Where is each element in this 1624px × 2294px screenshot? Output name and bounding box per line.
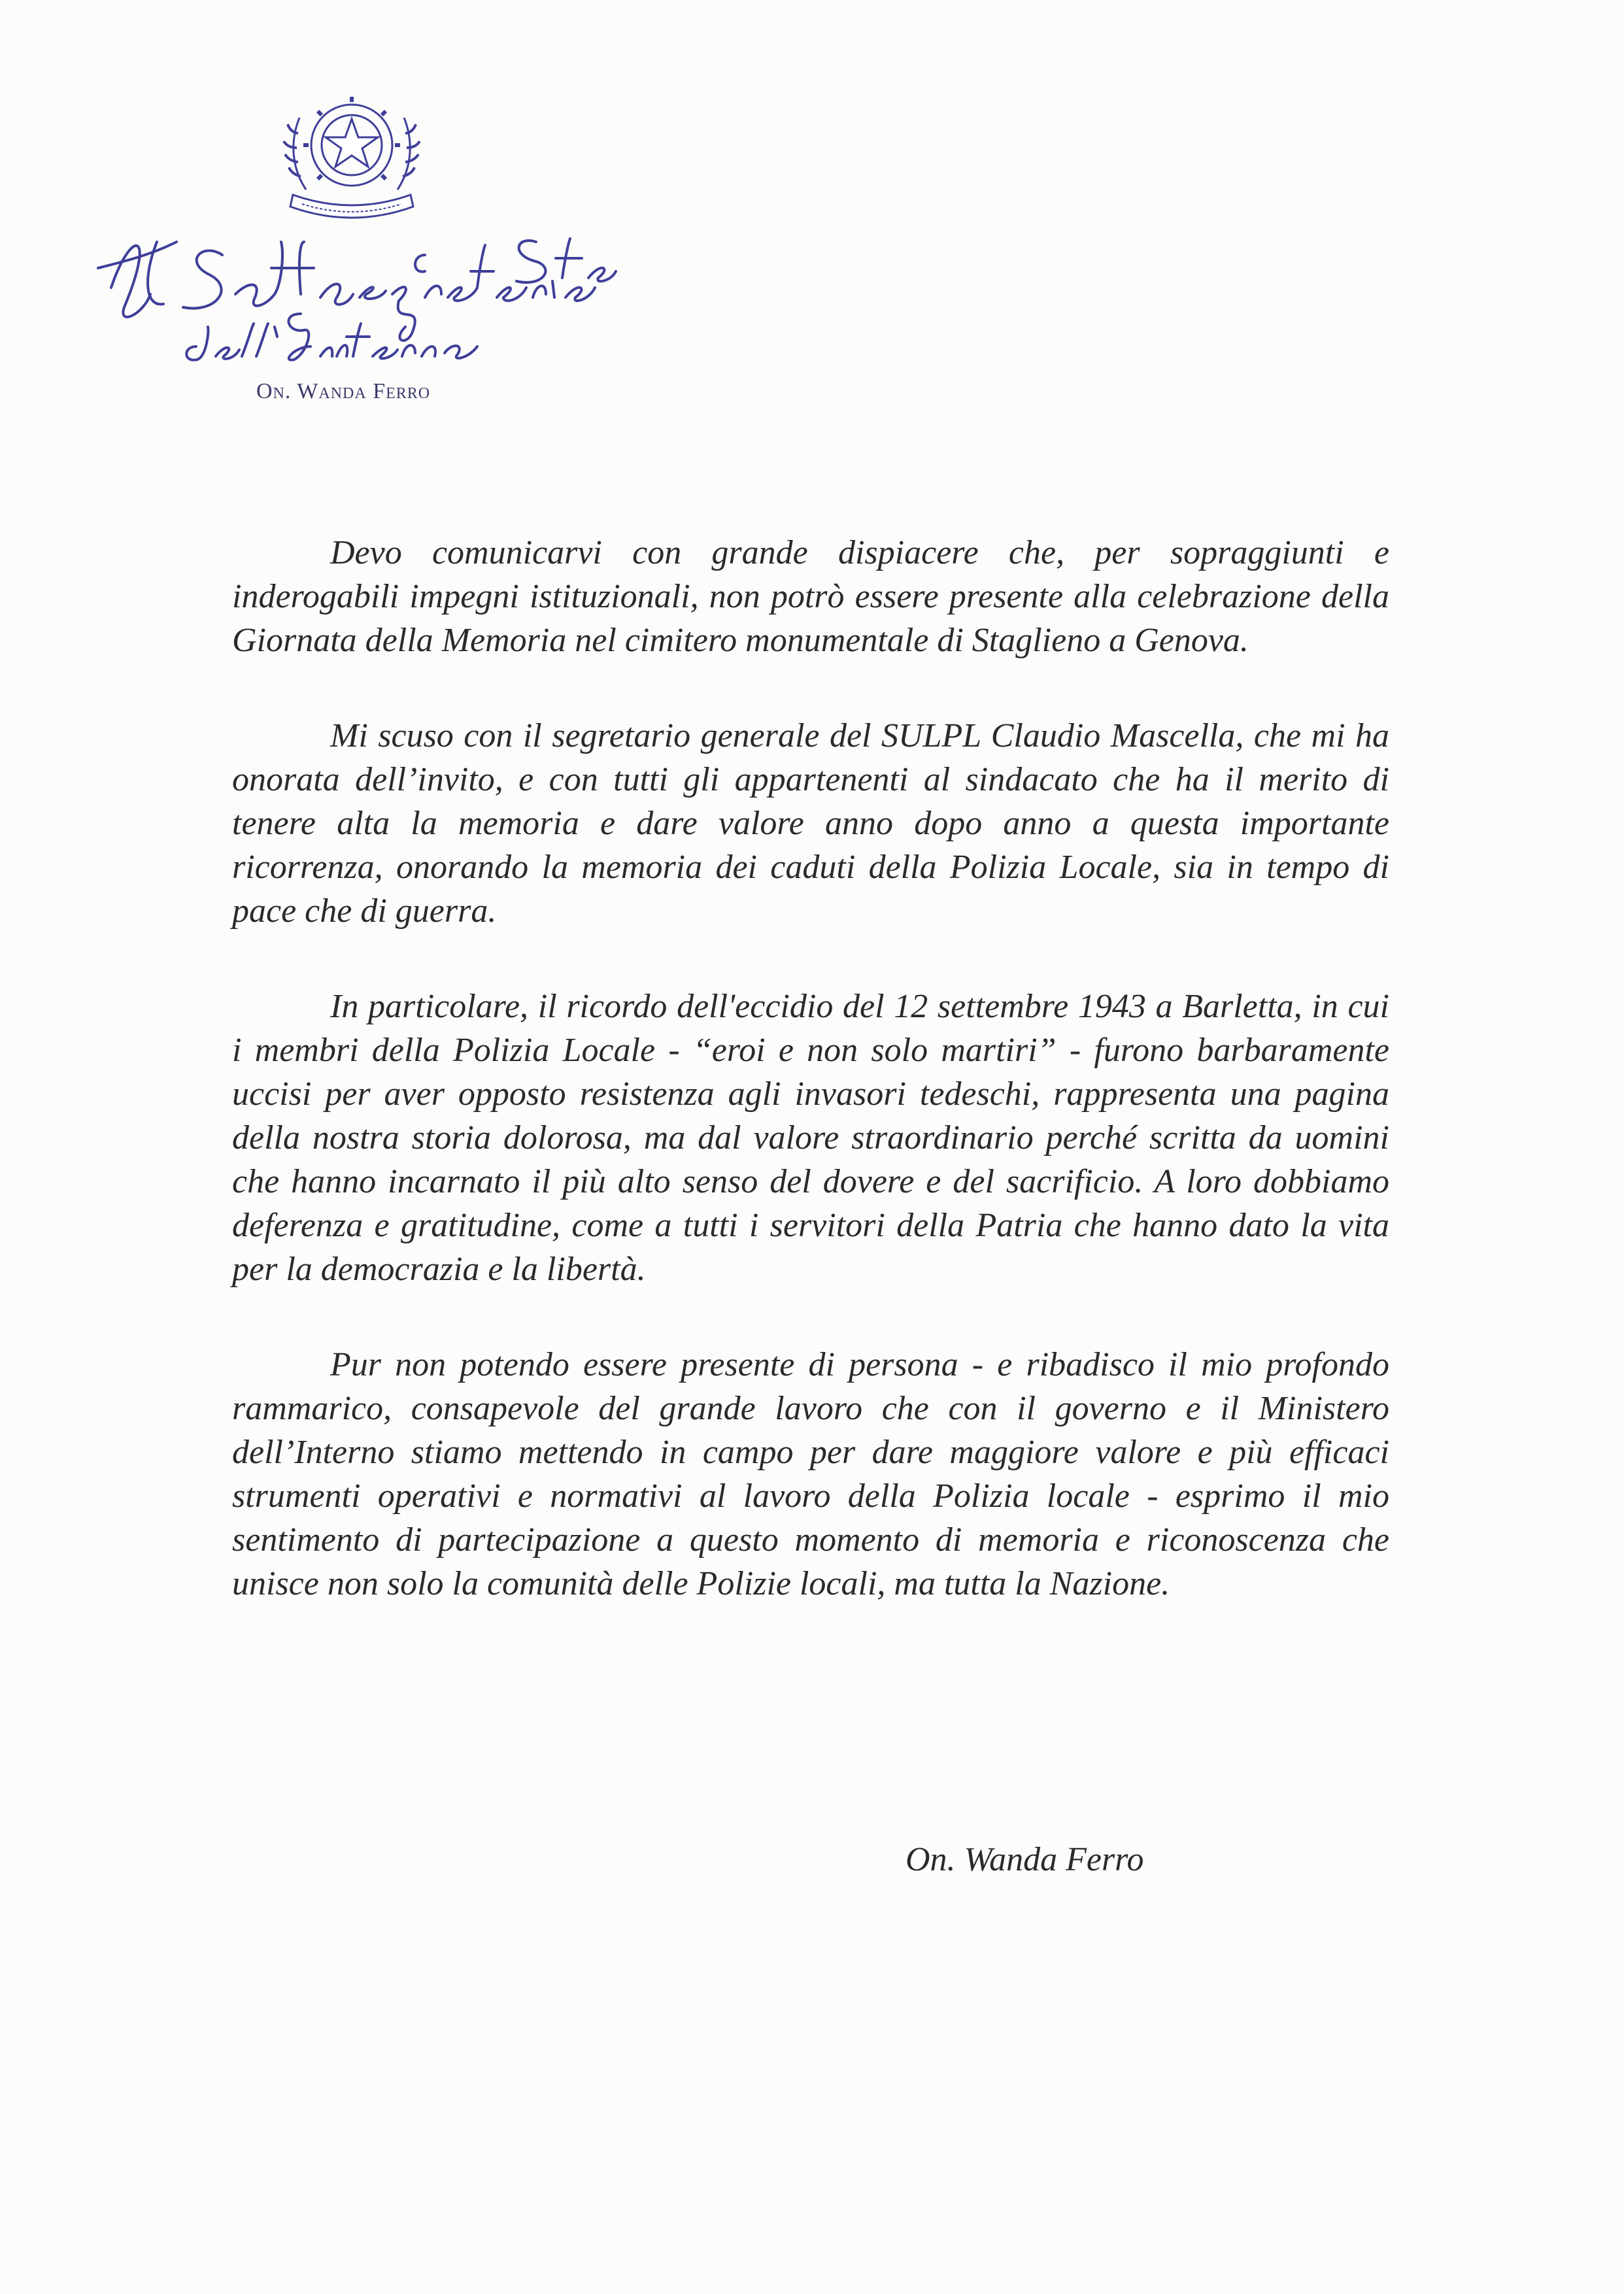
officer-name: On. Wanda Ferro: [256, 379, 431, 403]
body-paragraph: In particolare, il ricordo dell'eccidio del 12 settembre 1943 a Barletta, in cui i membri della Polizia Locale - “eroi e non solo martiri” - furono barbaramente uccisi per aver opposto resistenza agli invasori tedeschi, rappresenta una pagina della nostra storia dolorosa, ma dal valore straordinario perché scritta da uomini che hanno incarnato il più alto senso del dovere e del sacrificio. A loro dobbiamo deferenza e gratitudine, come a tutti i servitori della Patria che hanno dato la vita per la democrazia e la libertà.: [232, 988, 1389, 1288]
body-paragraph: Pur non potendo essere presente di persona - e ribadisco il mio profondo rammarico, consapevole del grande lavoro che con il governo e il Ministero dell’Interno stiamo mettendo in campo per dare maggiore valore e più efficaci strumenti operativi e normativi al lavoro della Polizia locale - esprimo il mio sentimento di partecipazione a questo momento di memoria e riconoscenza che unisce non solo la comunità delle Polizie locali, ma tutta la Nazione.: [232, 1346, 1389, 1602]
italian-republic-emblem-icon: [280, 85, 424, 222]
office-title-script: [85, 216, 621, 373]
body-paragraph: Mi scuso con il segretario generale del SULPL Claudio Mascella, che mi ha onorata dell’invito, e con tutti gli appartenenti al sindacato che ha il merito di tenere alta la memoria e dare valore anno dopo anno a questa importante ricorrenza, onorando la memoria dei caduti della Polizia Locale, sia in tempo di pace che di guerra.: [232, 717, 1389, 930]
letter-body: [232, 531, 1389, 1657]
signature: On. Wanda Ferro: [905, 1841, 1144, 1878]
body-paragraph: Devo comunicarvi con grande dispiacere che, per sopraggiunti e inderogabili impegni istituzionali, non potrò essere presente alla celebrazione della Giornata della Memoria nel cimitero monumentale di Staglieno a Genova.: [232, 534, 1389, 659]
